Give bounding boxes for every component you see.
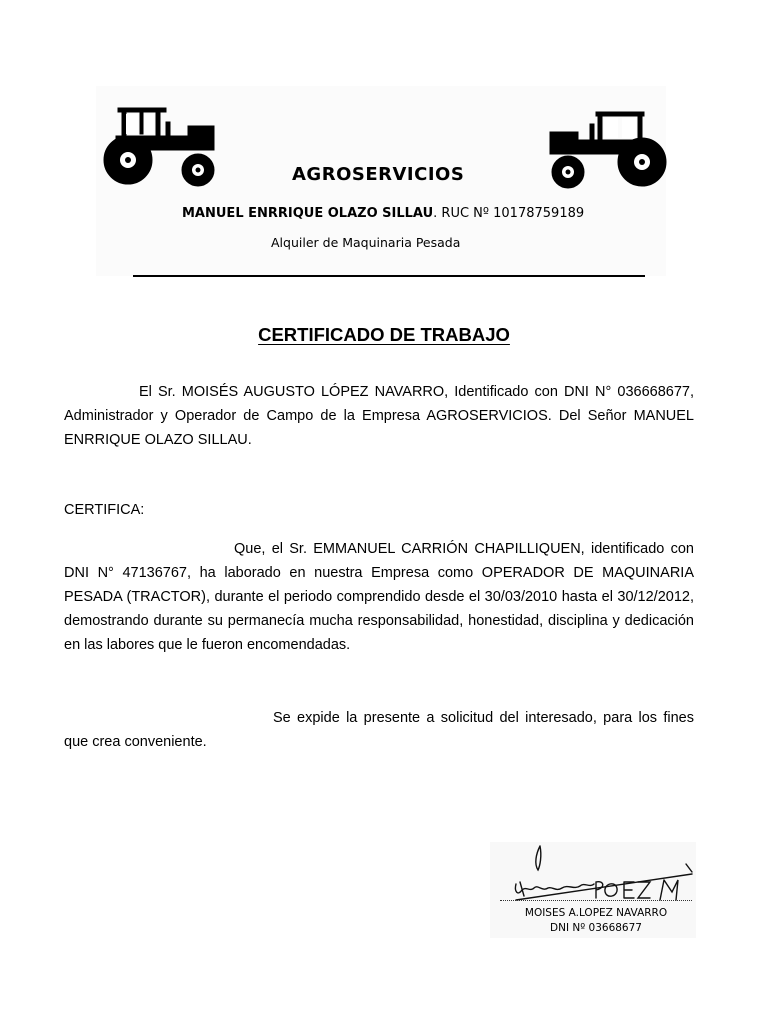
ruc-number: . RUC Nº 10178759189 <box>433 206 585 221</box>
handwritten-signature <box>496 842 696 914</box>
service-description: Alquiler de Maquinaria Pesada <box>271 235 461 250</box>
signatory-dni: DNI Nº 03668677 <box>550 922 642 934</box>
intro-paragraph: El Sr. MOISÉS AUGUSTO LÓPEZ NAVARRO, Identificado con DNI N° 036668677, Administrador y Operador de Campo de la Empresa AGROSERVICIOS. Del Señor MANUEL ENRRIQUE OLAZO SILLAU. <box>64 384 694 448</box>
document-title <box>0 324 768 346</box>
closing-paragraph: Se expide la presente a solicitud del interesado, para los fines que crea conveniente. <box>64 710 694 750</box>
owner-name: MANUEL ENRRIQUE OLAZO SILLAU <box>182 206 434 221</box>
certification-paragraph: Que, el Sr. EMMANUEL CARRIÓN CHAPILLIQUEN, identificado con DNI N° 47136767, ha laborado en nuestra Empresa como OPERADOR DE MAQUINARIA PESADA (TRACTOR), durante el periodo comprendido desde el 30/03/2010 hasta el 30/12/2012, demostrando durante su permanecía mucha responsabilidad, honestidad, disciplina y dedicación en las labores que le fueron encomendadas. <box>64 541 694 653</box>
tractor-icon <box>96 104 220 190</box>
owner-line <box>182 206 584 221</box>
letterhead-divider <box>133 275 645 277</box>
signature-line <box>500 900 692 901</box>
signatory-name: MOISES A.LOPEZ NAVARRO <box>524 907 668 919</box>
certifica-heading: CERTIFICA: <box>64 502 145 518</box>
company-brand: AGROSERVICIOS <box>292 164 465 185</box>
tractor-icon <box>546 110 670 190</box>
title-text: CERTIFICADO DE TRABAJO <box>258 324 510 345</box>
